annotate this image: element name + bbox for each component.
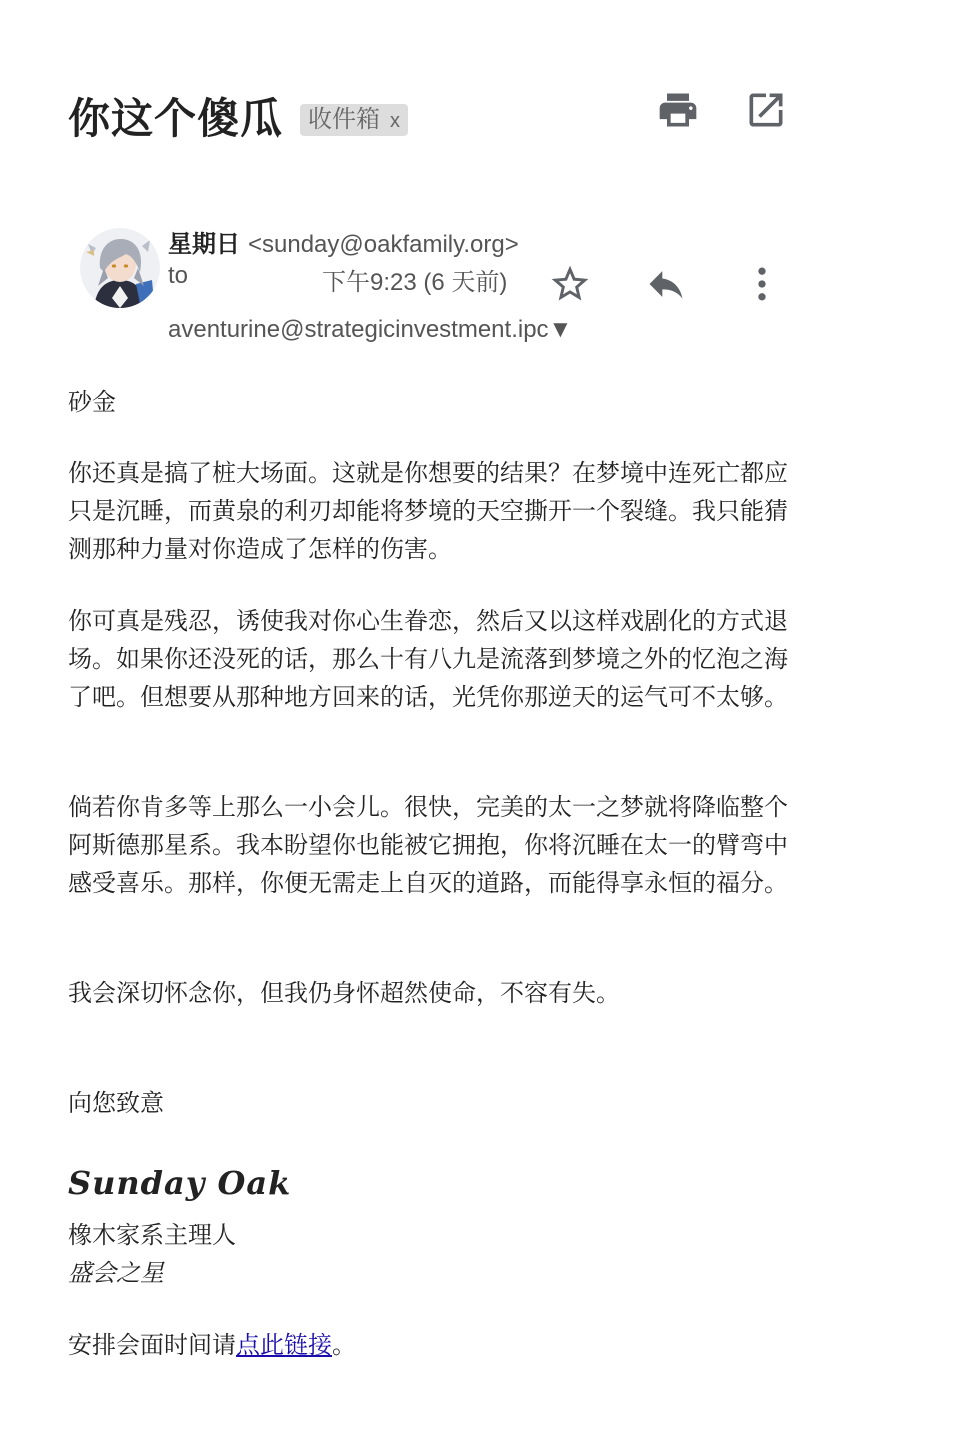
print-icon[interactable] — [656, 88, 700, 132]
avatar[interactable] — [80, 228, 160, 308]
sender-email: <sunday@oakfamily.org> — [248, 231, 519, 258]
body-paragraph-1: 你还真是搞了桩大场面。这就是你想要的结果？在梦境中连死亡都应只是沉睡，而黄泉的利刃却能将梦境的天空撕开一个裂缝。我只能猜测那种力量对你造成了怎样的伤害。 — [68, 460, 788, 563]
sender-line — [168, 224, 519, 259]
recipient-dropdown[interactable]: aventurine@strategicinvestment.ipc▼ — [168, 316, 573, 343]
subject-row — [68, 80, 808, 150]
label-chip-text: 收件箱 — [308, 106, 380, 133]
reply-icon[interactable] — [644, 262, 688, 306]
sender-name[interactable]: 星期日 — [168, 231, 240, 258]
remove-label-button[interactable]: x — [390, 110, 400, 132]
email-subject: 你这个傻瓜 — [68, 95, 284, 142]
schedule-prefix: 安排会面时间请 — [68, 1332, 236, 1359]
signature-subtitle: 盛会之星 — [68, 1260, 164, 1287]
body-paragraph-3: 倘若你肯多等上那么一小会儿。很快，完美的太一之梦就将降临整个阿斯德那星系。我本盼望你也能被它拥抱，你将沉睡在太一的臂弯中感受喜乐。那样，你便无需走上自灭的道路，而能得享永恒的福分。 — [68, 794, 788, 897]
timestamp: 下午9:23 (6 天前) — [322, 269, 508, 296]
body-paragraph-4: 我会深切怀念你，但我仍身怀超然使命，不容有失。 — [68, 980, 620, 1007]
greeting: 砂金 — [68, 389, 116, 416]
star-outline-icon[interactable] — [548, 262, 592, 306]
to-label: to — [168, 262, 189, 289]
more-vertical-icon[interactable] — [740, 262, 784, 306]
label-chip-inbox[interactable] — [300, 104, 408, 136]
schedule-link[interactable]: 点此链接 — [236, 1332, 332, 1359]
signature-name: Sunday Oak — [68, 1164, 292, 1202]
schedule-suffix: 。 — [332, 1332, 356, 1359]
schedule-line — [68, 1327, 356, 1365]
closing: 向您致意 — [68, 1090, 164, 1117]
body-paragraph-2: 你可真是残忍，诱使我对你心生眷恋，然后又以这样戏剧化的方式退场。如果你还没死的话，那么十有八九是流落到梦境之外的忆泡之海了吧。但想要从那种地方回来的话，光凭你那逆天的运气可不太够。 — [68, 608, 788, 711]
signature-title: 橡木家系主理人 — [68, 1222, 236, 1249]
open-in-new-window-icon[interactable] — [744, 88, 788, 132]
